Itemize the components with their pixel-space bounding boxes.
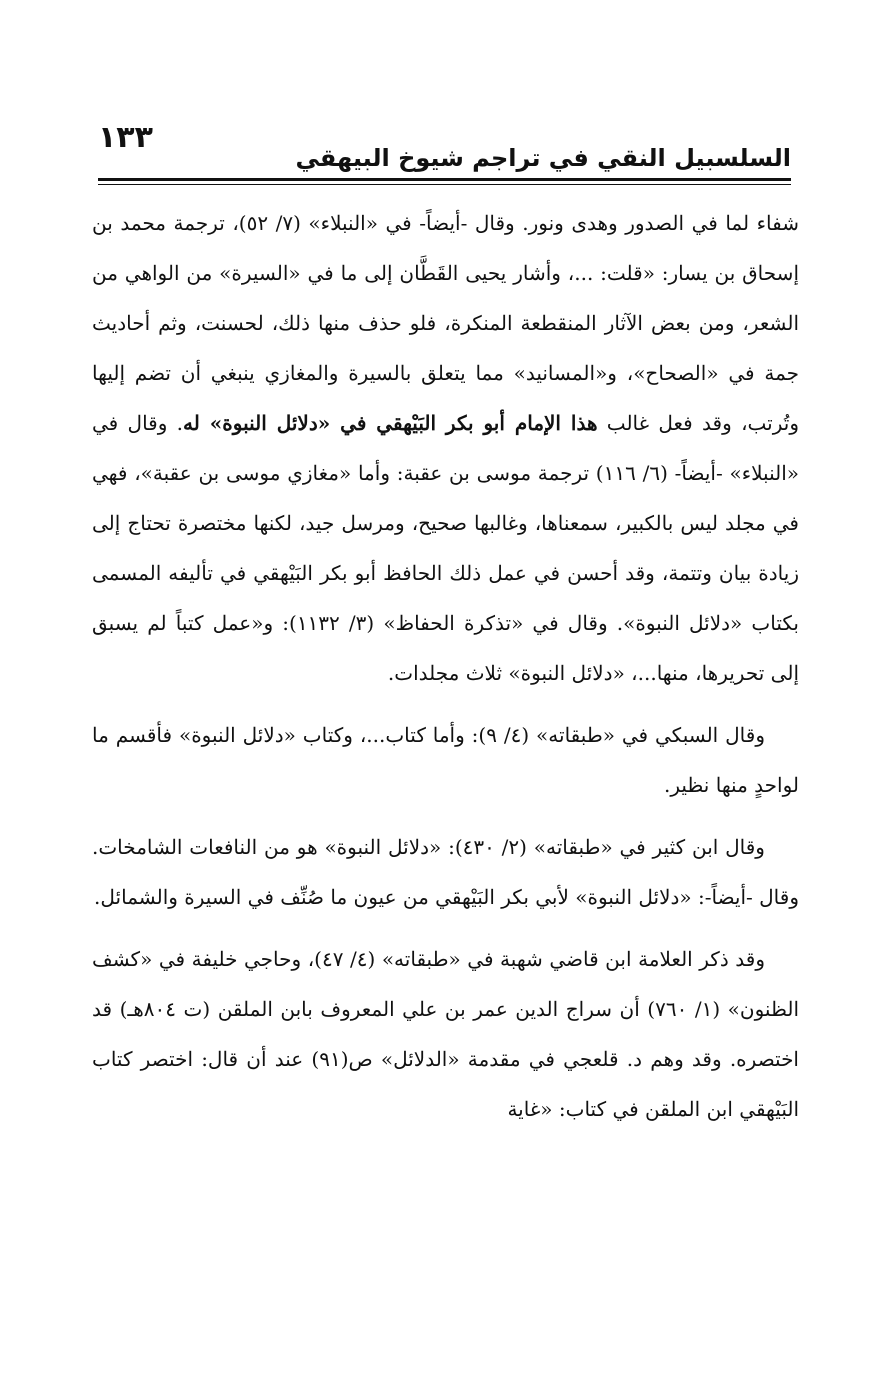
paragraph-1-part-3: . وقال في «النبلاء» -أيضاً- (٦/ ١١٦) ترجمة موسى بن عقبة: وأما «مغازي موسى بن عقبة»، فهي في مجلد ليس بالكبير، سمعناها، وغالبها صحيح، ومرسل جيد، لكنها مختصرة تحتاج إلى زيادة بيان وتتمة، وقد أحسن في عمل ذلك الحافظ أبو بكر البَيْهقي في تأليفه المسمى بكتاب «دلائل النبوة». وقال في «تذكرة الحفاظ» (٣/ ١١٣٢): و«عمل كتباً لم يسبق إلى تحريرها، منها...، «دلائل النبوة» ثلاث مجلدات. [92,411,800,685]
paragraph-3: وقال ابن كثير في «طبقاته» (٢/ ٤٣٠): «دلائل النبوة» هو من النافعات الشامخات. وقال -أيضاً-: «دلائل النبوة» لأبي بكر البَيْهقي من عيون ما صُنِّف في السيرة والشمائل. [92,835,799,909]
body-text [92,198,799,1146]
running-title: السلسبيل النقي في تراجم شيوخ البيهقي [295,144,791,172]
paragraph-1 [92,198,799,698]
paragraph-1-bold-phrase: هذا الإمام أبو بكر البَيْهقي في «دلائل النبوة» له [183,411,598,435]
paragraph-1-part-1: شفاء لما في الصدور وهدى ونور. وقال -أيضاً- في «النبلاء» (٧/ ٥٢)، ترجمة محمد بن إسحاق بن يسار: «قلت: ...، وأشار يحيى القَطَّان إلى ما في «السيرة» من الواهي من الشعر، ومن بعض الآثار المنقطعة المنكرة، فلو حذف منها ذلك، لحسنت، وثم أحاديث جمة في «الصحاح»، و«المسانيد» مما يتعلق بالسيرة والمغازي ينبغي أن تضم إليها وتُرتب، وقد فعل غالب [92,211,799,435]
paragraph-2: وقال السبكي في «طبقاته» (٤/ ٩): وأما كتاب...، وكتاب «دلائل النبوة» فأقسم ما لواحدٍ منها نظير. [92,723,799,797]
header-rule-thin [98,184,791,185]
page-header [98,120,791,182]
page-number: ١٣٣ [98,120,153,155]
header-rule-thick [98,178,791,181]
paragraph-4: وقد ذكر العلامة ابن قاضي شهبة في «طبقاته» (٤/ ٤٧)، وحاجي خليفة في «كشف الظنون» (١/ ٧٦٠) أن سراج الدين عمر بن علي المعروف بابن الملقن (ت ٨٠٤هـ) قد اختصره. وقد وهم د. قلعجي في مقدمة «الدلائل» ص(٩١) عند أن قال: اختصر كتاب البَيْهقي ابن الملقن في كتاب: «غاية [92,947,799,1121]
